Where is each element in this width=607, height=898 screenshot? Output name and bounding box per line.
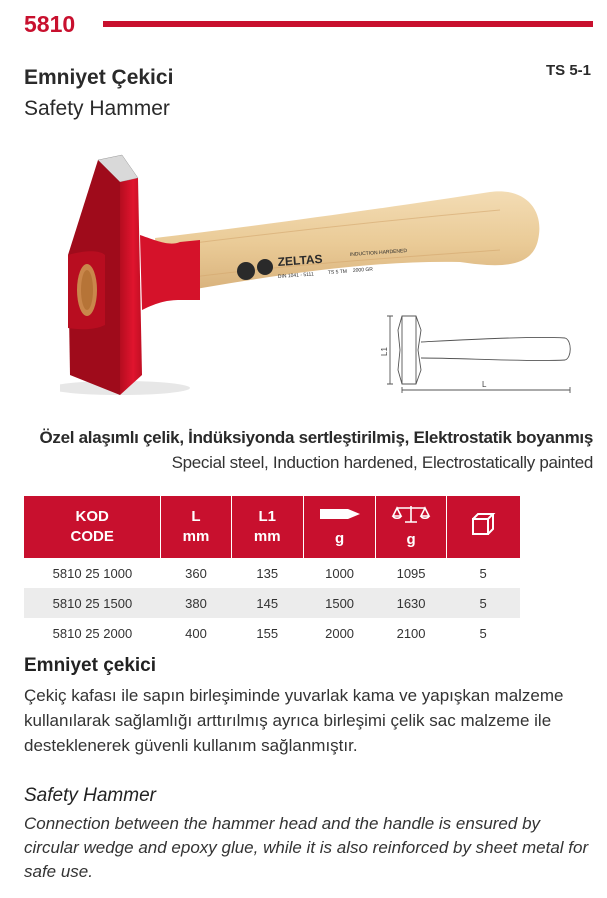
handle-ts: TS 5 TM <box>327 268 348 276</box>
hammer-head-weight-icon <box>318 505 362 523</box>
cell-head-weight: 1500 <box>303 588 376 618</box>
cell-head-length: 135 <box>256 565 279 581</box>
box-quantity-icon <box>470 512 496 536</box>
standard-label: TS 5-1 <box>545 62 591 79</box>
drawing-l1-label: L1 <box>380 347 389 356</box>
description-text-tr: Çekiç kafası ile sapın birleşiminde yuvarlak kama ve yapışkan malzeme kullanılarak sağlamlığı arttırılmış ayrıca birleşimi çelik sac malzeme ile desteklenerek güvenli kullanım sağlanmıştır. <box>24 686 564 755</box>
cell-head-length: 155 <box>256 625 279 641</box>
handle-marking: INDUCTION HARDENED <box>349 248 408 258</box>
table-row <box>24 588 520 618</box>
scale-icon <box>391 504 431 524</box>
header-package-quantity <box>446 496 520 558</box>
header-total-weight-unit: g <box>406 531 416 548</box>
header-head-weight-unit: g <box>334 530 345 547</box>
table-header-row <box>24 496 520 558</box>
product-title-en: Safety Hammer <box>24 97 170 120</box>
header-head-length-label: L1 <box>258 508 276 525</box>
product-code: 5810 <box>24 11 76 37</box>
handle-weight: 2000 GR <box>352 266 374 274</box>
features-en: Special steel, Induction hardened, Electrostatically painted <box>171 453 593 472</box>
cell-quantity: 5 <box>479 625 487 641</box>
header-length-unit: mm <box>182 528 210 545</box>
cell-total-weight: 1095 <box>396 565 426 581</box>
description-heading-tr: Emniyet çekici <box>24 655 157 676</box>
table-row <box>24 618 520 648</box>
cell-length: 360 <box>185 565 207 581</box>
header-code-en: CODE <box>70 528 114 545</box>
product-title-tr: Emniyet Çekici <box>24 66 174 89</box>
cell-quantity: 5 <box>479 565 487 581</box>
cell-code: 5810 25 1000 <box>52 565 133 581</box>
cell-head-weight: 1000 <box>325 565 355 581</box>
spec-table <box>24 496 520 648</box>
cell-code: 5810 25 2000 <box>52 625 133 641</box>
description-text-en: Connection between the hammer head and the handle is ensured by circular wedge and epoxy glue, while it is also reinforced by sheet metal for safe use. <box>24 814 589 881</box>
cell-code: 5810 25 1500 <box>24 588 161 618</box>
drawing-l-label: L <box>482 380 487 389</box>
cell-head-weight: 2000 <box>325 625 355 641</box>
cell-length: 400 <box>185 625 207 641</box>
handle-din: DIN 1041 - 5111 <box>277 271 315 280</box>
header-length <box>161 496 231 558</box>
table-row <box>24 558 520 588</box>
cell-quantity: 5 <box>446 588 520 618</box>
handle-brand: ZELTAS <box>277 251 323 269</box>
description-heading-en: Safety Hammer <box>24 785 156 806</box>
header-total-weight <box>376 496 446 558</box>
header-code-tr: KOD <box>75 508 109 525</box>
header-code <box>24 496 161 558</box>
header-head-length-unit: mm <box>253 528 281 545</box>
cell-total-weight: 2100 <box>396 625 426 641</box>
features-tr: Özel alaşımlı çelik, İndüksiyonda sertleştirilmiş, Elektrostatik boyanmış <box>39 428 593 447</box>
header-accent-bar <box>103 21 593 27</box>
technical-drawing <box>380 310 580 400</box>
cell-head-length: 145 <box>231 588 303 618</box>
header-length-label: L <box>191 508 201 525</box>
header-head-weight <box>303 496 376 558</box>
cell-total-weight: 1630 <box>376 588 446 618</box>
cell-length: 380 <box>161 588 231 618</box>
header-head-length <box>231 496 303 558</box>
